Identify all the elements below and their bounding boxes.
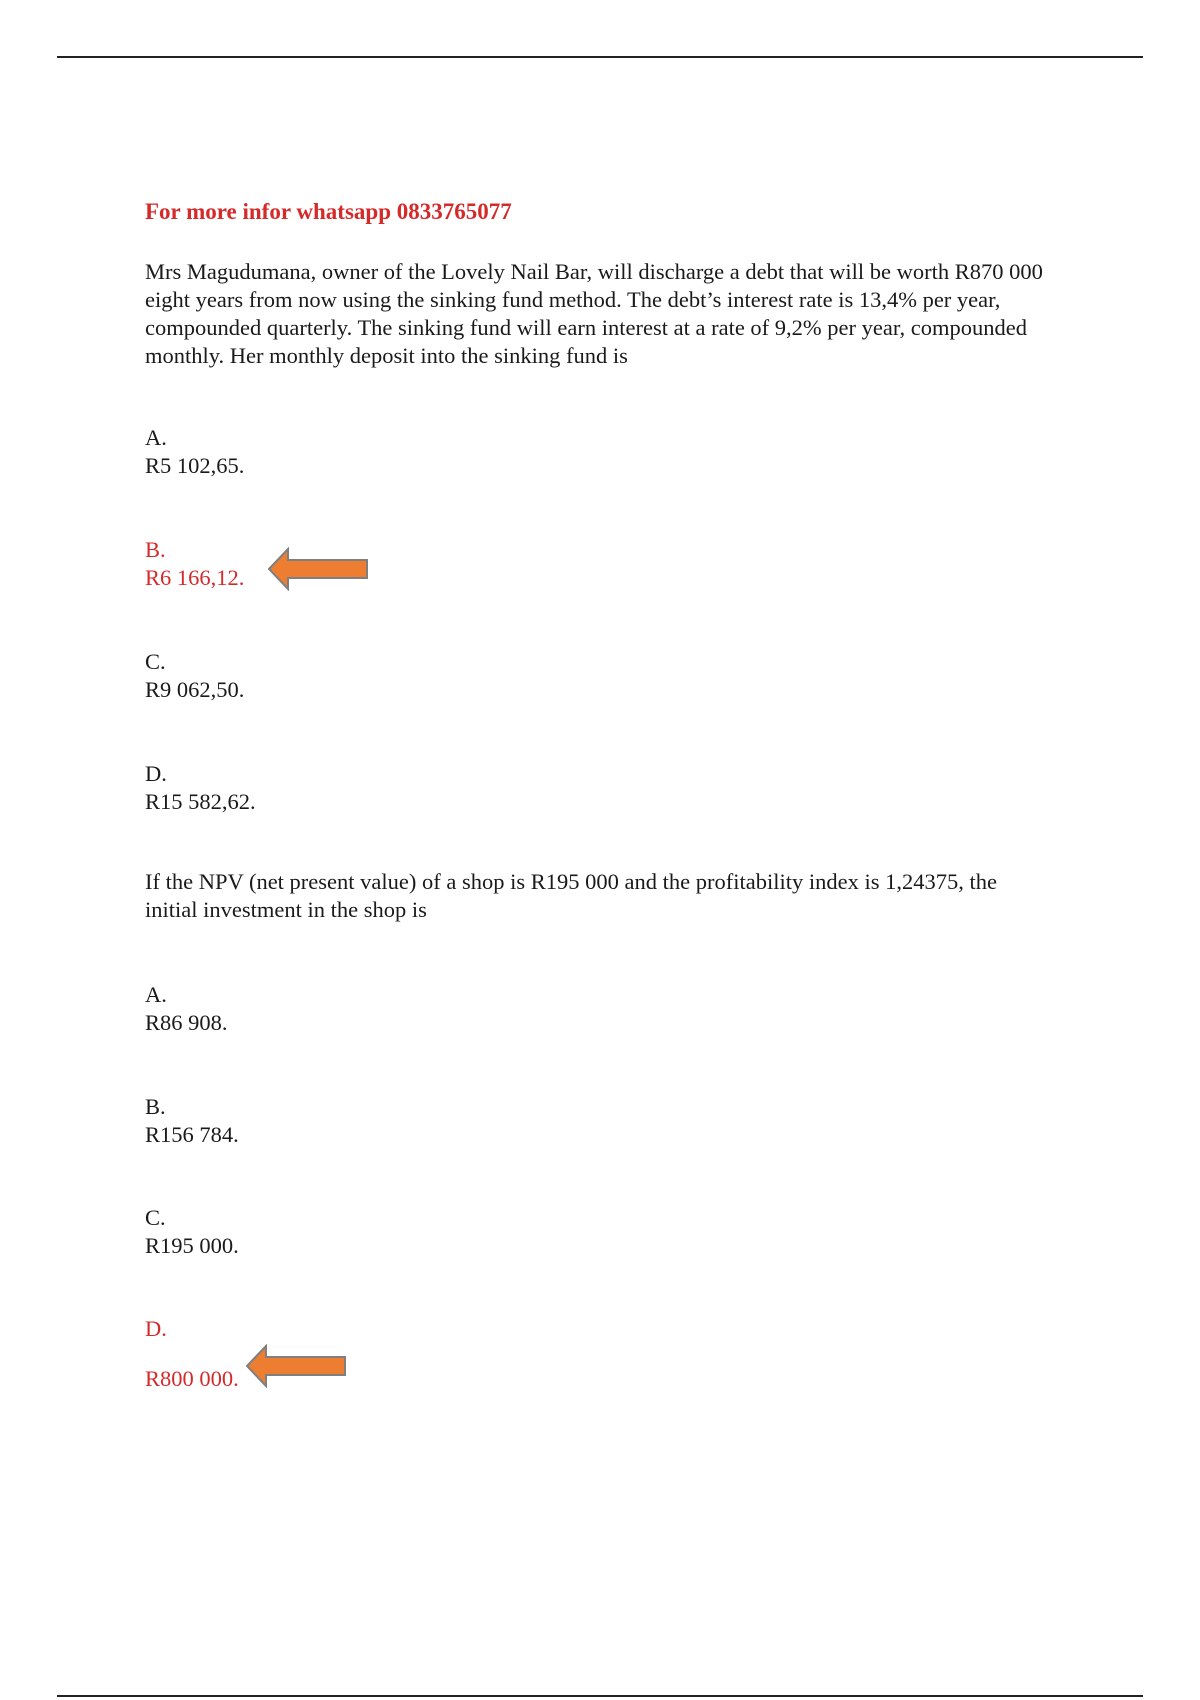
option-letter: C. (145, 649, 166, 674)
option-value: R195 000. (145, 1233, 239, 1258)
option-value: R156 784. (145, 1122, 239, 1147)
option-value: R800 000. (145, 1366, 239, 1391)
option-letter: A. (145, 425, 167, 450)
answer-arrow-icon (268, 547, 370, 591)
option-letter: B. (145, 537, 166, 562)
option-letter: B. (145, 1094, 166, 1119)
option-value: R86 908. (145, 1010, 228, 1035)
question-2-option-c (145, 1204, 239, 1260)
option-value: R9 062,50. (145, 677, 245, 702)
question-1-option-a (145, 424, 244, 480)
answer-arrow-icon (246, 1344, 348, 1388)
question-1-option-d (145, 760, 256, 816)
question-2-option-a (145, 981, 228, 1037)
option-letter: D. (145, 1316, 167, 1341)
option-value: R15 582,62. (145, 789, 256, 814)
question-1-text: Mrs Magudumana, owner of the Lovely Nail Bar, will discharge a debt that will be worth R870 000 eight years from now using the sinking fund method. The debt’s interest rate is 13,4% per year, compounded quarterly. The sinking fund will earn interest at a rate of 9,2% per year, compounded monthly. Her monthly deposit into the sinking fund is (145, 259, 1043, 368)
option-letter: A. (145, 982, 167, 1007)
question-1-option-b-correct (145, 536, 244, 592)
question-1-option-c (145, 648, 244, 704)
option-value: R5 102,65. (145, 453, 245, 478)
question-2-option-b (145, 1093, 239, 1149)
option-letter: C. (145, 1205, 166, 1230)
option-value: R6 166,12. (145, 565, 245, 590)
top-rule (57, 56, 1143, 58)
whatsapp-contact-note: For more infor whatsapp 0833765077 (145, 199, 512, 224)
option-letter: D. (145, 761, 167, 786)
question-2-option-d-correct (145, 1315, 239, 1393)
question-2-text: If the NPV (net present value) of a shop is R195 000 and the profitability index is 1,24375, the initial investment in the shop is (145, 869, 997, 922)
bottom-rule (57, 1695, 1143, 1697)
